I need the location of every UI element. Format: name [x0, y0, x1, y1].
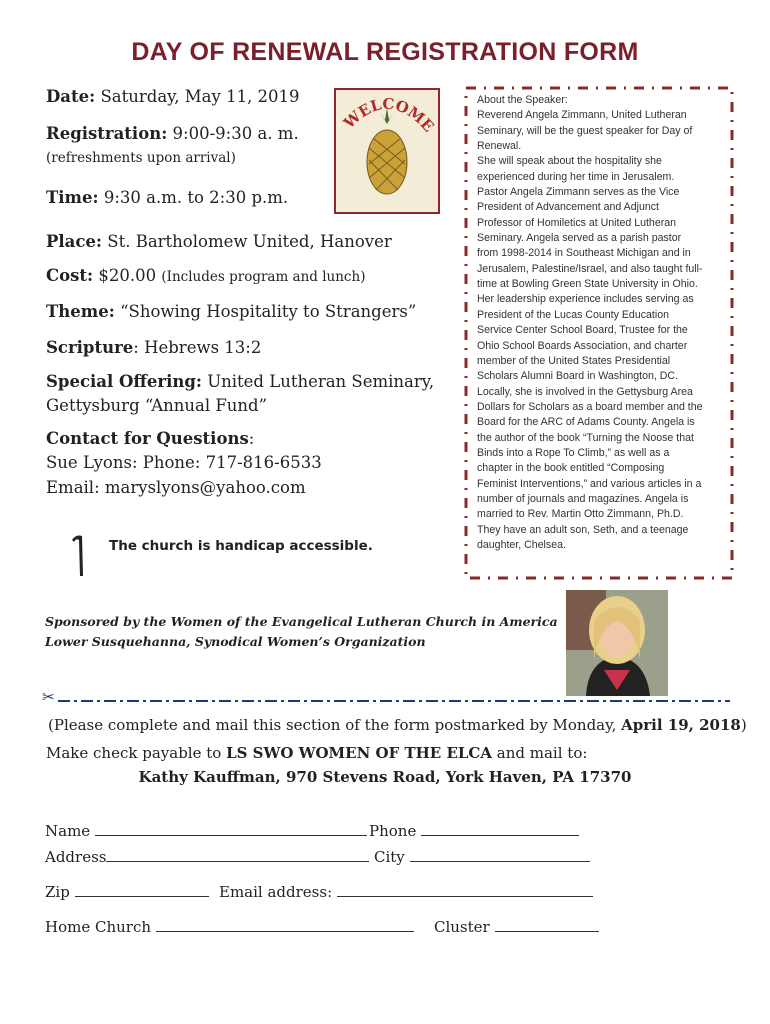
address-field[interactable]: [45, 847, 369, 866]
speaker-bio-line: Locally, she is involved in the Gettysburg Area: [477, 385, 693, 398]
speaker-bio-line: Seminary, will be the guest speaker for Day of: [477, 124, 693, 137]
email-field[interactable]: [219, 882, 593, 901]
theme-row: [46, 302, 416, 321]
speaker-bio-line: President of Advancement and Adjunct: [477, 201, 659, 214]
place-label: Place:: [46, 232, 103, 251]
registration-value: 9:00-9:30 a. m.: [172, 124, 299, 143]
speaker-bio-line: Renewal.: [477, 140, 522, 153]
place-row: [46, 232, 392, 251]
place-value: St. Bartholomew United, Hanover: [107, 232, 392, 251]
payable-line: [46, 744, 587, 762]
address-input[interactable]: [106, 847, 369, 862]
home-church-field[interactable]: [45, 917, 414, 936]
speaker-bio-line: She will speak about the hospitality she: [477, 155, 662, 168]
city-label: City: [374, 848, 405, 866]
speaker-bio-line: Binds into a Rope To Climb,” as well as a: [477, 446, 670, 459]
theme-label: Theme:: [46, 302, 115, 321]
registration-label: Registration:: [46, 124, 168, 143]
cost-note: (Includes program and lunch): [161, 269, 366, 285]
speaker-bio: [477, 93, 722, 553]
offering-label: Special Offering:: [46, 372, 202, 391]
accessibility-note: The church is handicap accessible.: [109, 538, 373, 554]
name-field[interactable]: [45, 821, 367, 840]
date-row: [46, 87, 300, 106]
speaker-bio-line: married to Rev. Martin Otto Zimmann, Ph.D.: [477, 508, 684, 521]
offering-value: United Lutheran Seminary,: [207, 372, 435, 391]
phone-label: Phone: [369, 822, 417, 840]
address-label: Address: [45, 848, 107, 866]
speaker-bio-line: time at Bowling Green State University in Ohio.: [477, 278, 698, 291]
date-label: Date:: [46, 87, 96, 106]
speaker-bio-line: President of the Lucas County Education: [477, 308, 669, 321]
mail-instruction: [48, 716, 747, 734]
zip-input[interactable]: [75, 882, 209, 897]
speaker-bio-line: number of journals and magazines. Angela is: [477, 492, 689, 505]
city-field[interactable]: [374, 847, 590, 866]
phone-field[interactable]: [369, 821, 579, 840]
sponsor-line-2: Lower Susquehanna, Synodical Women’s Organization: [45, 634, 426, 649]
speaker-bio-line: daughter, Chelsea.: [477, 538, 566, 551]
speaker-bio-line: member of the United States Presidential: [477, 354, 671, 367]
mail-deadline: April 19, 2018: [621, 716, 741, 734]
contact-row: [46, 429, 254, 448]
date-value: Saturday, May 11, 2019: [100, 87, 300, 106]
speaker-bio-line: Her leadership experience includes serving as: [477, 293, 694, 306]
speaker-bio-line: chapter in the book entitled “Composing: [477, 462, 665, 475]
cane-icon: [66, 532, 90, 578]
email-label: Email address:: [219, 883, 333, 901]
phone-input[interactable]: [421, 821, 579, 836]
speaker-bio-line: Professor of Homiletics at United Lutheran: [477, 216, 677, 229]
mail-instruction-post: ): [740, 716, 747, 734]
city-input[interactable]: [410, 847, 590, 862]
offering-value-2: Gettysburg “Annual Fund”: [46, 396, 268, 415]
contact-label: Contact for Questions: [46, 429, 249, 448]
name-input[interactable]: [95, 821, 367, 836]
welcome-sign-image: [334, 88, 440, 214]
sponsor-line-1: Sponsored by the Women of the Evangelical Lutheran Church in America: [45, 614, 558, 629]
scripture-row: [46, 338, 261, 357]
scripture-value: : Hebrews 13:2: [133, 338, 262, 357]
speaker-bio-line: Scholars Alumni Board in Washington, DC.: [477, 370, 678, 383]
speaker-bio-line: experienced during her time in Jerusalem.: [477, 170, 675, 183]
speaker-bio-line: Service Center School Board, Trustee for the: [477, 324, 688, 337]
pineapple-icon: [367, 108, 407, 194]
speaker-bio-line: Pastor Angela Zimmann serves as the Vice: [477, 186, 680, 199]
mailing-address: Kathy Kauffman, 970 Stevens Road, York Haven, PA 17370: [138, 768, 632, 786]
time-value: 9:30 a.m. to 2:30 p.m.: [103, 188, 289, 207]
name-label: Name: [45, 822, 91, 840]
speaker-bio-line: from 1998-2014 in Southeast Michigan and in: [477, 247, 691, 260]
scripture-label: Scripture: [46, 338, 134, 357]
speaker-bio-line: Dollars for Scholars as a board member and the: [477, 400, 703, 413]
email-input[interactable]: [337, 882, 593, 897]
mail-instruction-pre: (Please complete and mail this section of the form postmarked by Monday,: [48, 716, 622, 734]
payee: LS SWO WOMEN OF THE ELCA: [226, 744, 493, 762]
speaker-bio-line: Ohio School Boards Association, and charter: [477, 339, 688, 352]
scissors-icon: ✂: [42, 688, 55, 706]
registration-row: [46, 124, 299, 143]
welcome-sign-text: WELCOME: [340, 94, 438, 136]
zip-label: Zip: [45, 883, 70, 901]
cluster-label: Cluster: [434, 918, 490, 936]
speaker-photo: [566, 590, 668, 696]
speaker-bio-line: About the Speaker:: [477, 94, 568, 106]
speaker-bio-line: Jerusalem, Palestine/Israel, and also taught full-: [477, 262, 703, 275]
speaker-bio-line: Board for the ARC of Adams County. Angela is: [477, 416, 695, 429]
speaker-bio-line: Reverend Angela Zimmann, United Lutheran: [477, 109, 687, 122]
theme-value: “Showing Hospitality to Strangers”: [120, 302, 417, 321]
home-church-label: Home Church: [45, 918, 152, 936]
cost-row: [46, 266, 365, 285]
contact-colon: :: [248, 429, 255, 448]
cost-value: $20.00: [98, 266, 157, 285]
speaker-bio-line: Feminist Interventions,” and various articles in a: [477, 477, 702, 490]
contact-phone: Sue Lyons: Phone: 717-816-6533: [46, 453, 322, 472]
speaker-bio-line: They have an adult son, Seth, and a teenage: [477, 523, 689, 536]
form-title: DAY OF RENEWAL REGISTRATION FORM: [131, 38, 639, 66]
payable-post: and mail to:: [492, 744, 588, 762]
cost-label: Cost:: [46, 266, 94, 285]
payable-pre: Make check payable to: [46, 744, 227, 762]
contact-email[interactable]: Email: maryslyons@yahoo.com: [46, 478, 306, 497]
time-row: [46, 188, 288, 207]
offering-row: [46, 372, 434, 391]
cluster-input[interactable]: [495, 917, 599, 932]
cut-line: [40, 690, 730, 702]
registration-note: (refreshments upon arrival): [46, 150, 236, 166]
speaker-bio-line: Seminary. Angela served as a parish pastor: [477, 232, 682, 245]
zip-field[interactable]: [45, 882, 209, 901]
time-label: Time:: [46, 188, 99, 207]
cluster-field[interactable]: [434, 917, 599, 936]
home-church-input[interactable]: [156, 917, 414, 932]
speaker-bio-line: the author of the book “Turning the Noose that: [477, 431, 694, 444]
